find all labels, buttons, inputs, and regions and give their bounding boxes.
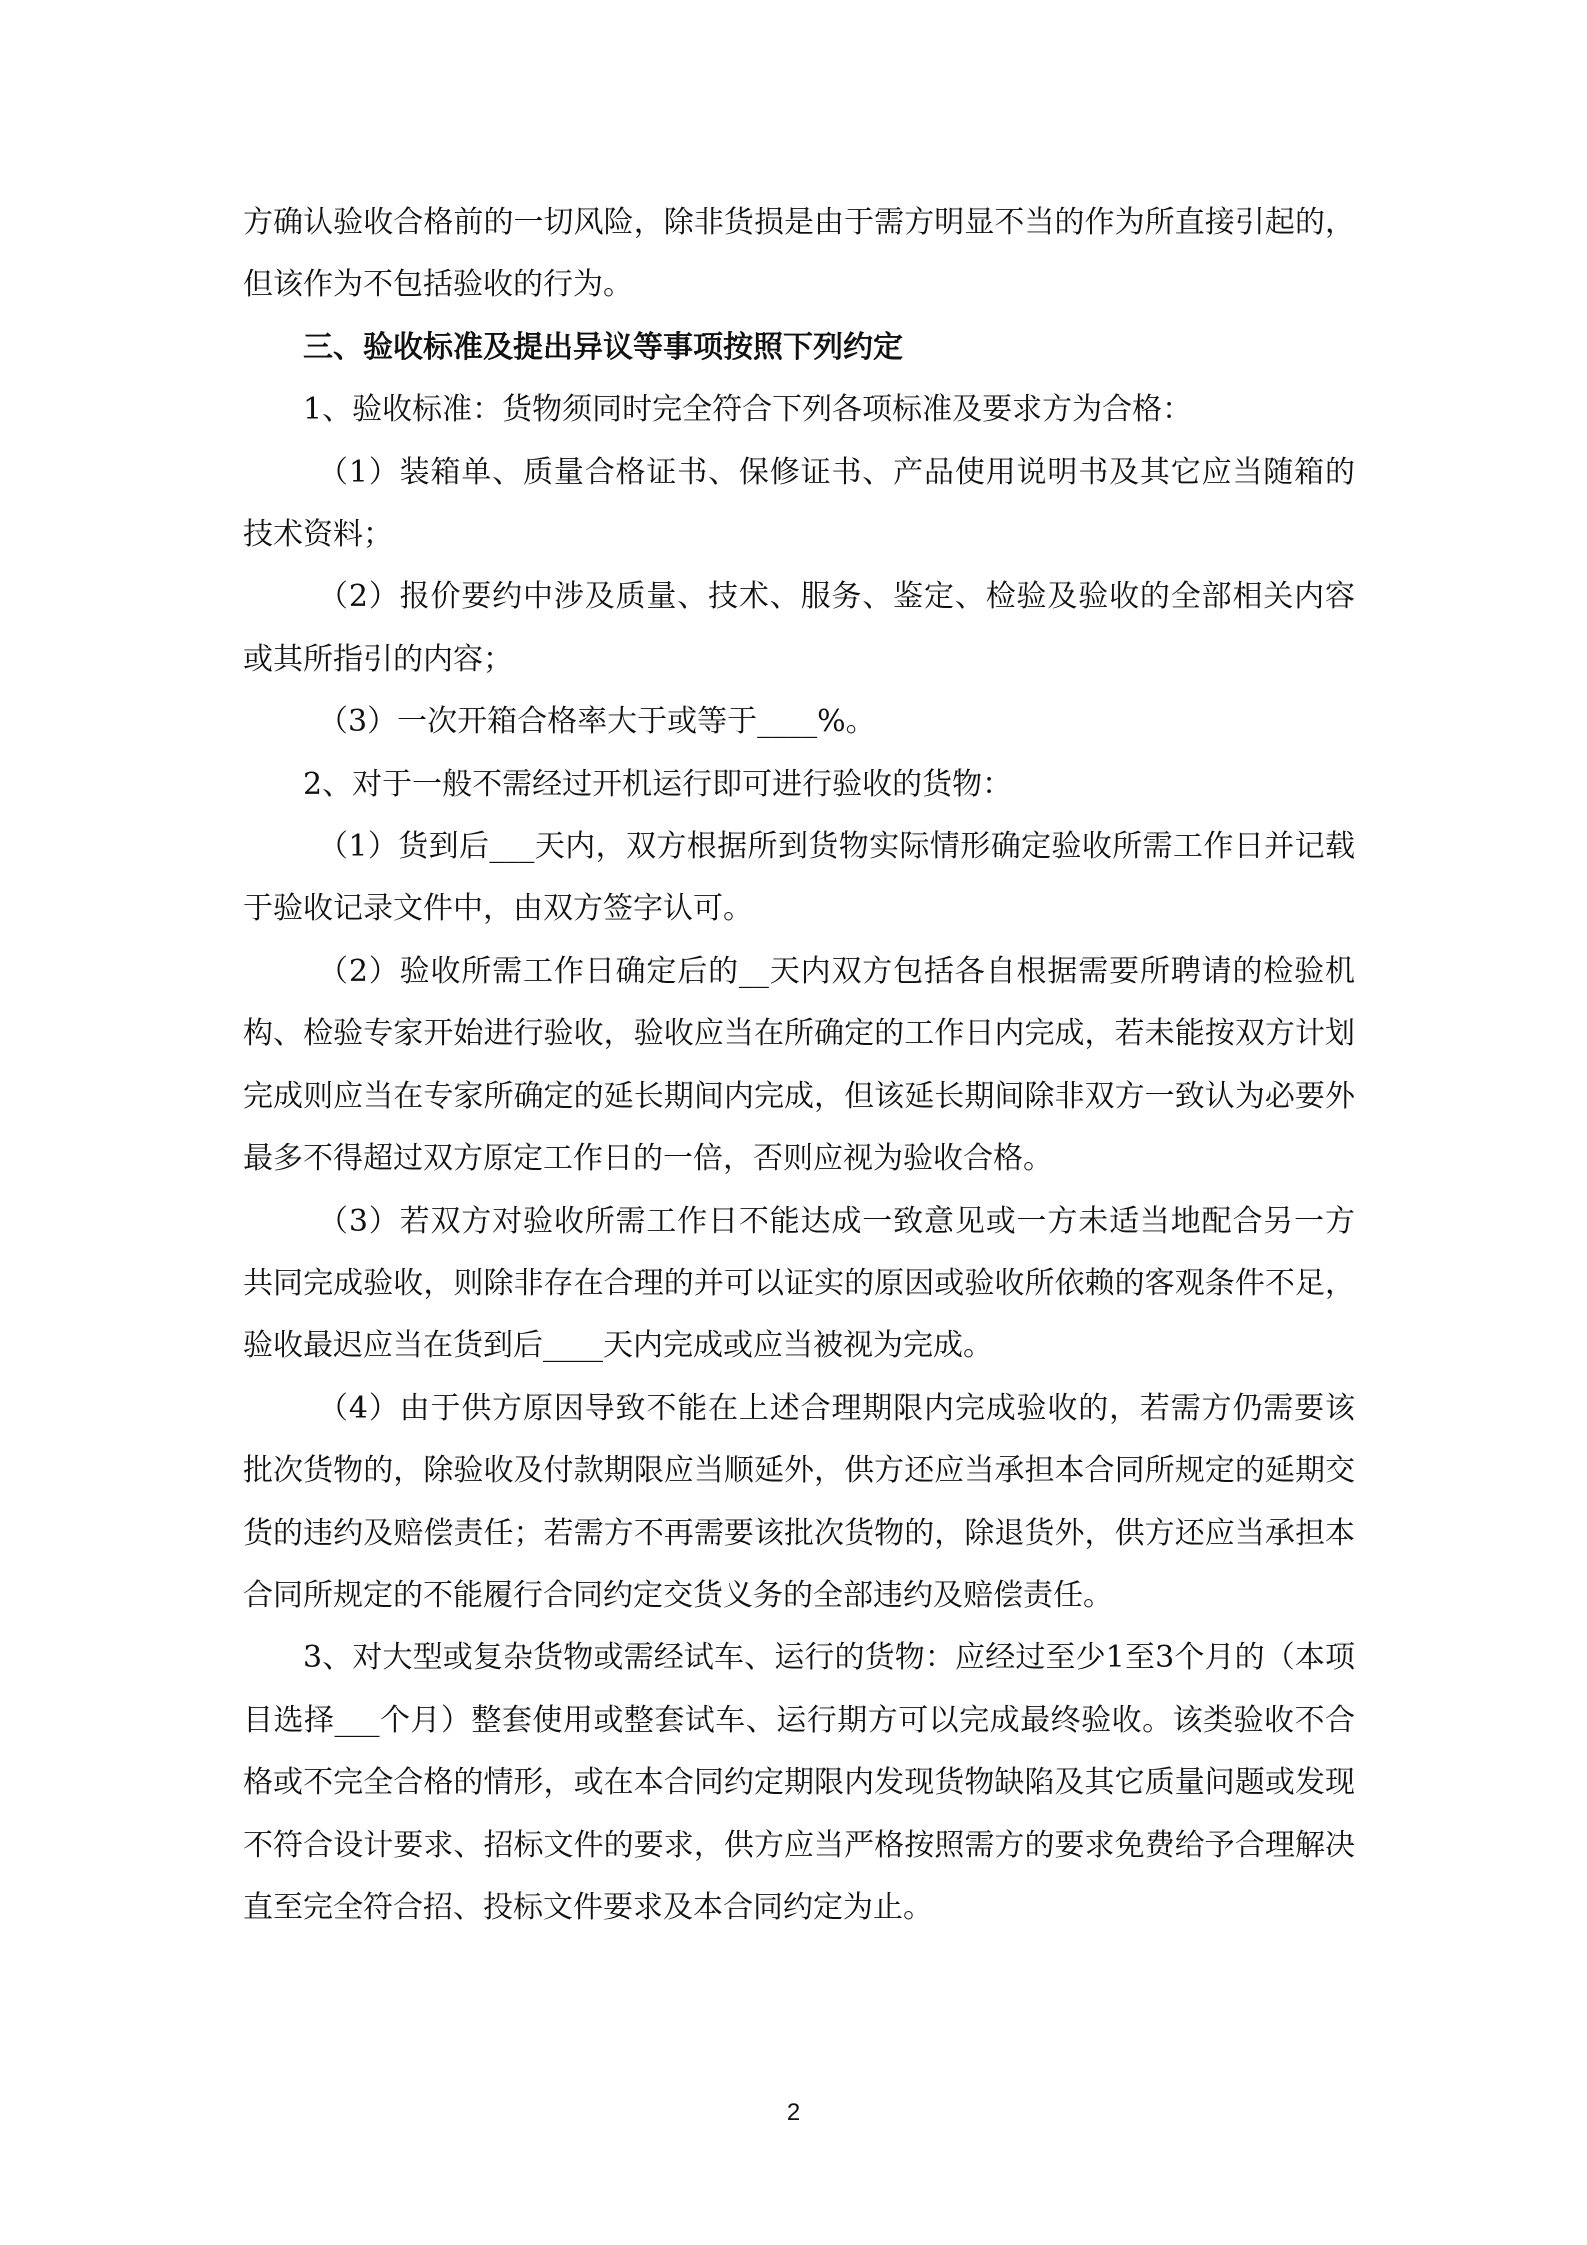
clause-1: 1、验收标准：货物须同时完全符合下列各项标准及要求方为合格： — [303, 392, 1193, 428]
page-number: 2 — [786, 2099, 801, 2126]
paragraph-continuation: 方确认验收合格前的一切风险，除非货损是由于需方明显不当的作为所直接引起的，但该作为不包括验收的行为。 — [243, 205, 1355, 303]
clause-1-item-3: （3）一次开箱合格率大于或等于____%。 — [318, 704, 876, 740]
section-heading: 三、验收标准及提出异议等事项按照下列约定 — [303, 329, 903, 365]
clause-1-item-1: （1）装箱单、质量合格证书、保修证书、产品使用说明书及其它应当随箱的技术资料； — [243, 454, 1355, 553]
document-body — [243, 192, 1355, 1939]
clause-1-item-2: （2）报价要约中涉及质量、技术、服务、鉴定、检验及验收的全部相关内容或其所指引的内容； — [243, 579, 1355, 677]
clause-2: 2、对于一般不需经过开机运行即可进行验收的货物： — [303, 766, 1013, 802]
clause-2-item-1: （1）货到后___天内，双方根据所到货物实际情形确定验收所需工作日并记载于验收记录文件中，由双方签字认可。 — [243, 829, 1355, 927]
clause-3: 3、对大型或复杂货物或需经试车、运行的货物：应经过至少1至3个月的（本项目选择___个月）整套使用或整套试车、运行期方可以完成最终验收。该类验收不合格或不完全合格的情形，或在本合同约定期限内发现货物缺陷及其它质量问题或发现不符合设计要求、招标文件的要求，供方应当严格按照需方的要求免费给予合理解决直至完全符合招、投标文件要求及本合同约定为止。 — [243, 1640, 1355, 1925]
clause-2-item-3: （3）若双方对验收所需工作日不能达成一致意见或一方未适当地配合另一方共同完成验收，则除非存在合理的并可以证实的原因或验收所依赖的客观条件不足，验收最迟应当在货到后____天内完成或应当被视为完成。 — [243, 1203, 1355, 1364]
clause-2-item-4: （4）由于供方原因导致不能在上述合理期限内完成验收的，若需方仍需要该批次货物的，除验收及付款期限应当顺延外，供方还应当承担本合同所规定的延期交货的违约及赔偿责任；若需方不再需要该批次货物的，除退货外，供方还应当承担本合同所规定的不能履行合同约定交货义务的全部违约及赔偿责任。 — [243, 1390, 1355, 1613]
clause-2-item-2: （2）验收所需工作日确定后的__天内双方包括各自根据需要所聘请的检验机构、检验专家开始进行验收，验收应当在所确定的工作日内完成，若未能按双方计划完成则应当在专家所确定的延长期间内完成，但该延长期间除非双方一致认为必要外最多不得超过双方原定工作日的一倍，否则应视为验收合格。 — [243, 953, 1355, 1177]
